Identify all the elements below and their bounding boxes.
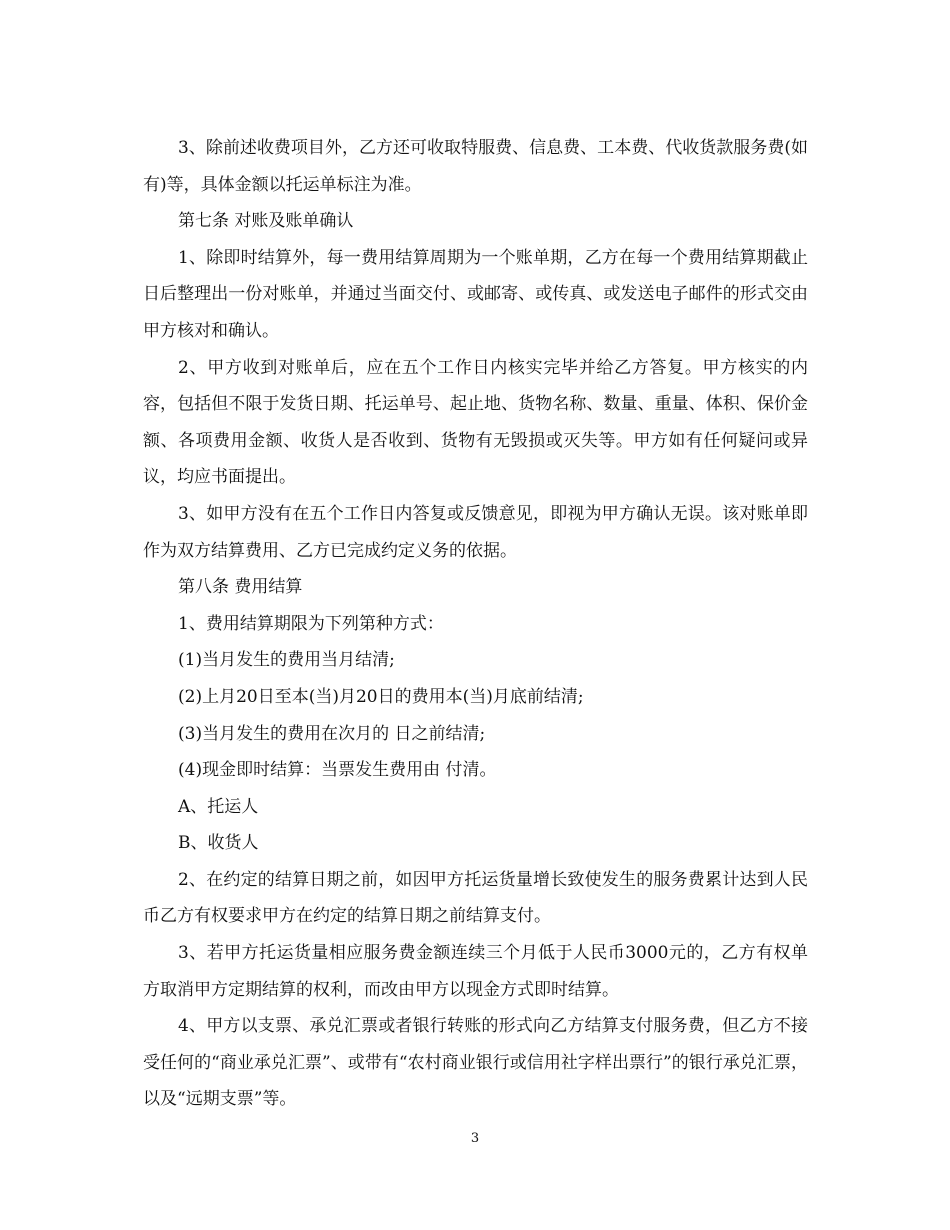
list-item-option-4: (4)现金即时结算：当票发生费用由 付清。 [178, 760, 497, 781]
paragraph-early-settlement: 2、在约定的结算日期之前，如因甲方托运货量增长致使发生的服务费累计达到人民币乙方有权要求甲方在约定的结算日期之前结算支付。 [143, 869, 808, 927]
paragraph-settlement-methods: 1、费用结算期限为下列第种方式： [178, 613, 444, 634]
paragraph-clause-3-extra-fees: 3、除前述收费项目外，乙方还可收取特服费、信息费、工本费、代收货款服务费(如有)等，具体金额以托运单标注为准。 [143, 138, 808, 195]
paragraph-billing-period: 1、除即时结算外，每一费用结算周期为一个账单期，乙方在每一个费用结算期截止日后整理出一份对账单，并通过当面交付、或邮寄、或传真、或发送电子邮件的形式交由甲方核对和确认。 [143, 247, 808, 341]
list-item-option-b: B、收货人 [178, 833, 259, 854]
heading-article-7: 第七条 对账及账单确认 [178, 211, 354, 232]
page-number: 3 [470, 1131, 480, 1146]
list-item-option-3: (3)当月发生的费用在次月的 日之前结清; [178, 723, 486, 744]
list-item-option-1: (1)当月发生的费用当月结清; [178, 650, 395, 671]
list-item-option-a: A、托运人 [178, 796, 259, 817]
paragraph-payment-forms: 4、甲方以支票、承兑汇票或者银行转账的形式向乙方结算支付服务费，但乙方不接受任何的“商业承兑汇票”、或带有“农村商业银行或信用社字样出票行”的银行承兑汇票，以及“远期支票”等。 [143, 1016, 808, 1110]
heading-article-8: 第八条 费用结算 [178, 577, 303, 598]
paragraph-confirmation: 3、如甲方没有在五个工作日内答复或反馈意见，即视为甲方确认无误。该对账单即作为双方结算费用、乙方已完成约定义务的依据。 [143, 503, 808, 561]
list-item-option-2: (2)上月20日至本(当)月20日的费用本(当)月底前结清; [178, 686, 584, 707]
paragraph-verification: 2、甲方收到对账单后，应在五个工作日内核实完毕并给乙方答复。甲方核实的内容，包括但不限于发货日期、托运单号、起止地、货物名称、数量、重量、体积、保价金额、各项费用金额、收货人是否收到、货物有无毁损或灭失等。甲方如有任何疑问或异议，均应书面提出。 [143, 357, 808, 488]
paragraph-cancel-periodic: 3、若甲方托运货量相应服务费金额连续三个月低于人民币3000元的，乙方有权单方取消甲方定期结算的权利，而改由甲方以现金方式即时结算。 [143, 943, 808, 1000]
document-body [143, 130, 808, 1118]
